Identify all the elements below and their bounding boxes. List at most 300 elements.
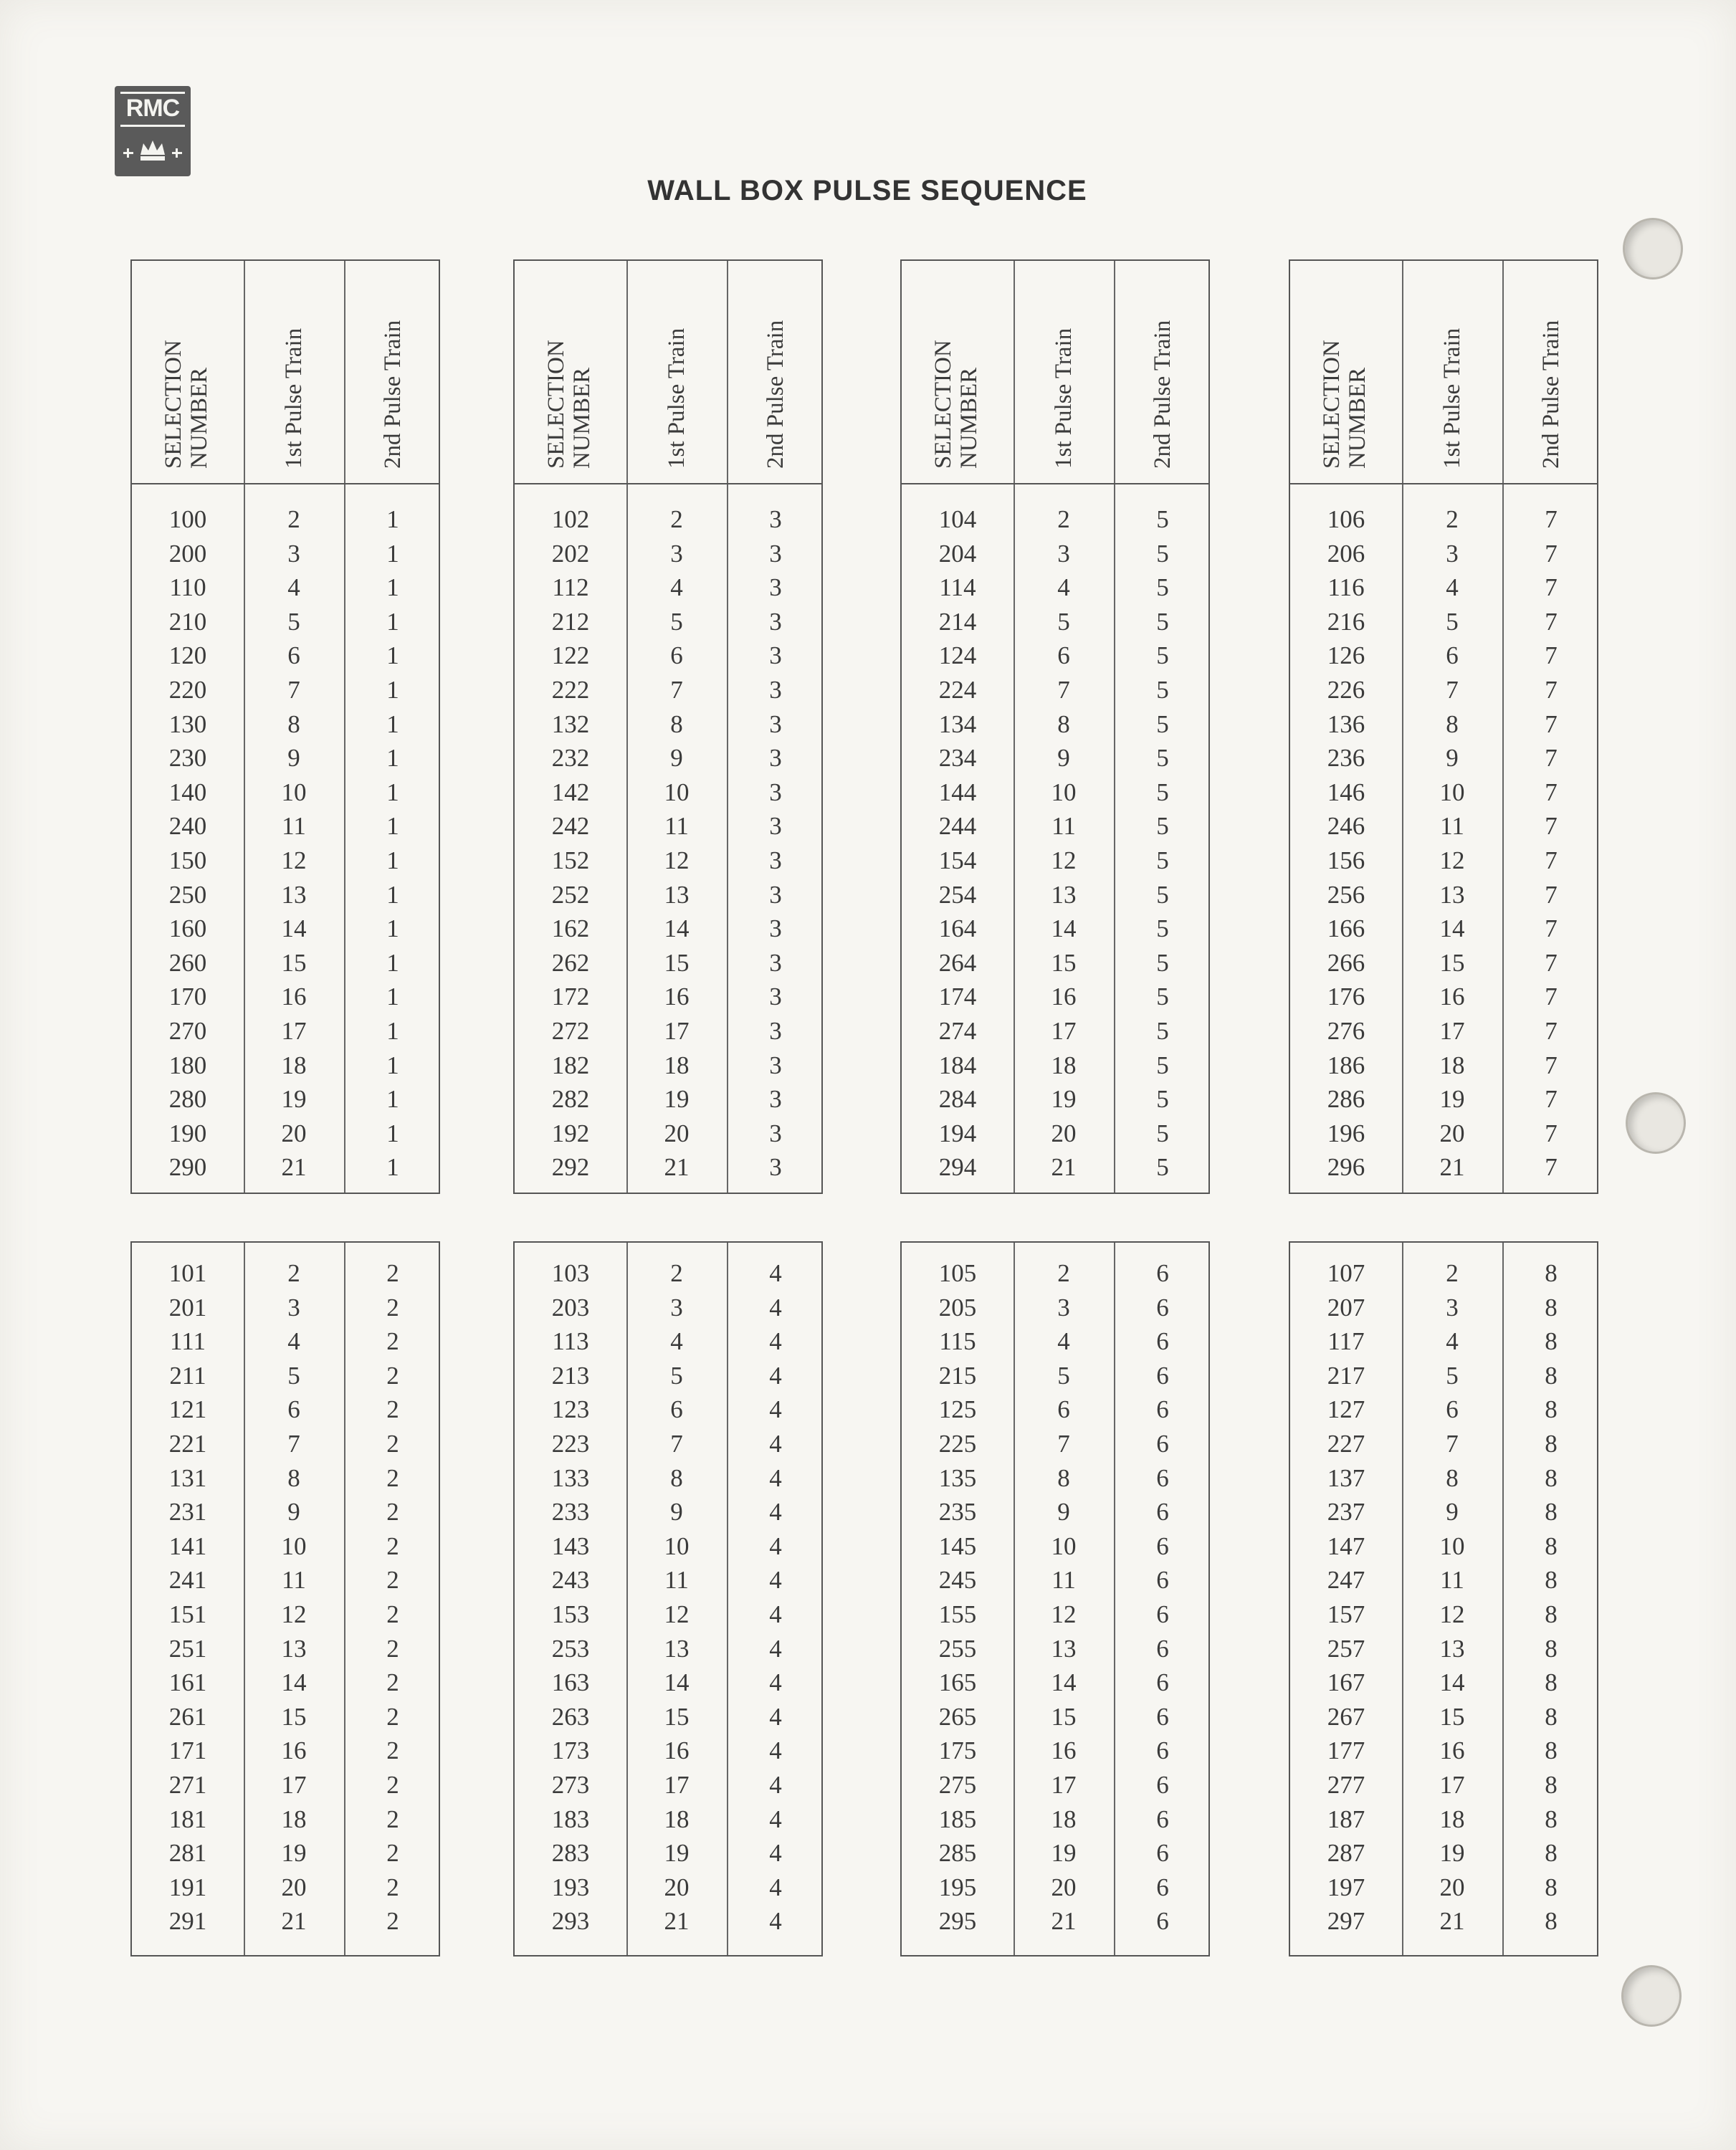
second-pulse-value: 6 — [1156, 1463, 1169, 1492]
second-pulse-value: 1 — [386, 948, 399, 977]
first-pulse-value: 20 — [1439, 1873, 1465, 1901]
second-pulse-value: 6 — [1156, 1634, 1169, 1663]
first-pulse-value: 11 — [1440, 812, 1464, 841]
first-pulse-value: 12 — [664, 1600, 690, 1628]
first-pulse-header: 1st Pulse Train — [1051, 328, 1077, 469]
second-pulse-value: 7 — [1545, 1085, 1558, 1114]
first-pulse-value: 18 — [1051, 1805, 1077, 1833]
second-pulse-value: 6 — [1156, 1600, 1169, 1628]
second-pulse-value: 8 — [1545, 1566, 1558, 1595]
selection-number: 114 — [939, 573, 976, 602]
first-pulse-value: 13 — [1439, 1634, 1465, 1663]
second-pulse-value: 2 — [386, 1293, 399, 1322]
second-pulse-value: 8 — [1545, 1668, 1558, 1697]
selection-number: 226 — [1327, 676, 1365, 704]
first-pulse-value: 13 — [664, 1634, 690, 1663]
first-pulse-value: 4 — [670, 573, 683, 602]
second-pulse-header: 2nd Pulse Train — [1538, 320, 1564, 469]
second-pulse-value: 8 — [1545, 1395, 1558, 1424]
logo-text: RMC — [125, 95, 180, 122]
first-pulse-value: 15 — [1051, 1702, 1077, 1731]
selection-number: 275 — [938, 1771, 977, 1799]
second-pulse-value: 3 — [769, 539, 782, 568]
selection-number: 143 — [551, 1532, 590, 1560]
first-pulse-value: 12 — [1439, 846, 1465, 874]
selection-number: 241 — [168, 1566, 207, 1595]
selection-number: 252 — [551, 880, 590, 909]
first-pulse-value: 19 — [664, 1085, 690, 1114]
pulse-table-top-2 — [513, 259, 823, 1194]
first-pulse-value: 17 — [281, 1771, 307, 1799]
selection-number: 133 — [551, 1463, 590, 1492]
first-pulse-value: 8 — [287, 1463, 300, 1492]
first-pulse-value: 15 — [281, 1702, 307, 1731]
first-pulse-value: 2 — [1446, 505, 1459, 533]
selection-number: 264 — [938, 948, 977, 977]
second-pulse-value: 2 — [386, 1907, 399, 1936]
first-pulse-value: 7 — [670, 676, 683, 704]
selection-number: 257 — [1327, 1634, 1365, 1663]
selection-number: 262 — [551, 948, 590, 977]
selection-number: 186 — [1327, 1051, 1365, 1079]
second-pulse-value: 4 — [769, 1873, 782, 1901]
first-pulse-value: 3 — [1446, 1293, 1459, 1322]
selection-number: 116 — [1327, 573, 1365, 602]
second-pulse-value: 6 — [1156, 1736, 1169, 1765]
second-pulse-value: 2 — [386, 1498, 399, 1526]
selection-number: 190 — [168, 1119, 207, 1147]
selection-number: 122 — [551, 641, 590, 670]
first-pulse-value: 19 — [1051, 1085, 1077, 1114]
first-pulse-value: 11 — [664, 812, 689, 841]
second-pulse-value: 6 — [1156, 1839, 1169, 1868]
second-pulse-value: 8 — [1545, 1293, 1558, 1322]
selection-number: 125 — [938, 1395, 977, 1424]
first-pulse-value: 6 — [287, 641, 300, 670]
first-pulse-value: 10 — [1051, 778, 1077, 806]
selection-number: 224 — [938, 676, 977, 704]
pulse-table-bottom-4 — [1289, 1241, 1598, 1956]
first-pulse-value: 9 — [1446, 744, 1459, 773]
selection-number: 153 — [551, 1600, 590, 1628]
selection-number: 235 — [938, 1498, 977, 1526]
first-pulse-value: 18 — [1439, 1051, 1465, 1079]
selection-number: 127 — [1327, 1395, 1365, 1424]
selection-number: 163 — [551, 1668, 590, 1697]
second-pulse-value: 8 — [1545, 1463, 1558, 1492]
second-pulse-value: 6 — [1156, 1395, 1169, 1424]
first-pulse-value: 7 — [287, 1430, 300, 1458]
second-pulse-value: 5 — [1156, 505, 1169, 533]
second-pulse-value: 5 — [1156, 573, 1169, 602]
selection-number: 201 — [168, 1293, 207, 1322]
first-pulse-value: 20 — [281, 1873, 307, 1901]
selection-number: 260 — [168, 948, 207, 977]
second-pulse-value: 5 — [1156, 846, 1169, 874]
first-pulse-value: 12 — [1051, 1600, 1077, 1628]
first-pulse-value: 3 — [1057, 539, 1070, 568]
header-divider — [1290, 483, 1597, 484]
second-pulse-value: 2 — [386, 1361, 399, 1390]
first-pulse-value: 6 — [670, 641, 683, 670]
selection-number: 292 — [551, 1153, 590, 1182]
selection-number: 160 — [168, 914, 207, 943]
first-pulse-value: 14 — [281, 914, 307, 943]
selection-number: 123 — [551, 1395, 590, 1424]
selection-number: 274 — [938, 1017, 977, 1045]
selection-number-header: SELECTION — [930, 340, 956, 469]
first-pulse-value: 16 — [1051, 1736, 1077, 1765]
first-pulse-value: 20 — [1439, 1119, 1465, 1147]
selection-number: 142 — [551, 778, 590, 806]
first-pulse-value: 4 — [1057, 573, 1070, 602]
selection-number: 207 — [1327, 1293, 1365, 1322]
first-pulse-value: 14 — [281, 1668, 307, 1697]
first-pulse-value: 12 — [1439, 1600, 1465, 1628]
selection-number: 130 — [168, 710, 207, 738]
selection-number: 105 — [938, 1259, 977, 1287]
first-pulse-value: 7 — [670, 1430, 683, 1458]
selection-number: 162 — [551, 914, 590, 943]
first-pulse-value: 11 — [1051, 812, 1076, 841]
first-pulse-value: 9 — [1057, 744, 1070, 773]
selection-number: 223 — [551, 1430, 590, 1458]
selection-number-header: SELECTION — [1319, 340, 1345, 469]
second-pulse-value: 3 — [769, 778, 782, 806]
first-pulse-value: 5 — [1446, 1361, 1459, 1390]
first-pulse-value: 9 — [1446, 1498, 1459, 1526]
second-pulse-value: 7 — [1545, 710, 1558, 738]
second-pulse-value: 4 — [769, 1805, 782, 1833]
first-pulse-value: 11 — [282, 812, 306, 841]
first-pulse-value: 12 — [664, 846, 690, 874]
selection-number: 291 — [168, 1907, 207, 1936]
selection-number: 270 — [168, 1017, 207, 1045]
selection-number: 277 — [1327, 1771, 1365, 1799]
selection-number: 140 — [168, 778, 207, 806]
selection-number: 180 — [168, 1051, 207, 1079]
first-pulse-value: 21 — [1439, 1907, 1465, 1936]
selection-number: 191 — [168, 1873, 207, 1901]
second-pulse-value: 6 — [1156, 1327, 1169, 1356]
first-pulse-value: 8 — [1057, 1463, 1070, 1492]
binder-hole-top — [1623, 218, 1683, 280]
second-pulse-value: 1 — [386, 880, 399, 909]
second-pulse-value: 7 — [1545, 880, 1558, 909]
first-pulse-value: 3 — [1057, 1293, 1070, 1322]
selection-number: 117 — [1327, 1327, 1365, 1356]
selection-number: 194 — [938, 1119, 977, 1147]
selection-number: 185 — [938, 1805, 977, 1833]
first-pulse-value: 16 — [1051, 983, 1077, 1011]
first-pulse-header: 1st Pulse Train — [664, 328, 690, 469]
selection-number: 282 — [551, 1085, 590, 1114]
first-pulse-value: 12 — [281, 1600, 307, 1628]
second-pulse-value: 4 — [769, 1600, 782, 1628]
second-pulse-value: 6 — [1156, 1361, 1169, 1390]
first-pulse-value: 9 — [287, 1498, 300, 1526]
selection-number: 174 — [938, 983, 977, 1011]
selection-number: 251 — [168, 1634, 207, 1663]
first-pulse-value: 20 — [1051, 1119, 1077, 1147]
selection-number: 266 — [1327, 948, 1365, 977]
selection-number: 195 — [938, 1873, 977, 1901]
second-pulse-value: 5 — [1156, 880, 1169, 909]
selection-number: 106 — [1327, 505, 1365, 533]
first-pulse-value: 12 — [1051, 846, 1077, 874]
first-pulse-value: 6 — [1057, 1395, 1070, 1424]
selection-number: 225 — [938, 1430, 977, 1458]
selection-number: 245 — [938, 1566, 977, 1595]
selection-number: 187 — [1327, 1805, 1365, 1833]
second-pulse-value: 3 — [769, 641, 782, 670]
second-pulse-value: 7 — [1545, 607, 1558, 636]
first-pulse-value: 10 — [664, 778, 690, 806]
selection-number: 165 — [938, 1668, 977, 1697]
second-pulse-value: 4 — [769, 1771, 782, 1799]
selection-number-header: SELECTION — [543, 340, 569, 469]
selection-number: 250 — [168, 880, 207, 909]
first-pulse-value: 8 — [670, 710, 683, 738]
selection-number: 182 — [551, 1051, 590, 1079]
second-pulse-value: 6 — [1156, 1430, 1169, 1458]
first-pulse-value: 20 — [664, 1873, 690, 1901]
selection-number: 294 — [938, 1153, 977, 1182]
second-pulse-value: 4 — [769, 1395, 782, 1424]
second-pulse-value: 7 — [1545, 1017, 1558, 1045]
first-pulse-value: 5 — [1057, 1361, 1070, 1390]
second-pulse-value: 5 — [1156, 812, 1169, 841]
first-pulse-value: 18 — [281, 1051, 307, 1079]
selection-number-header: NUMBER — [1345, 367, 1370, 469]
second-pulse-value: 7 — [1545, 505, 1558, 533]
second-pulse-value: 5 — [1156, 1153, 1169, 1182]
selection-number: 134 — [938, 710, 977, 738]
first-pulse-value: 4 — [287, 573, 300, 602]
second-pulse-value: 5 — [1156, 710, 1169, 738]
second-pulse-value: 1 — [386, 744, 399, 773]
first-pulse-value: 4 — [670, 1327, 683, 1356]
selection-number: 273 — [551, 1771, 590, 1799]
first-pulse-value: 21 — [281, 1907, 307, 1936]
pulse-table-bottom-1 — [130, 1241, 440, 1956]
first-pulse-value: 17 — [664, 1017, 690, 1045]
second-pulse-value: 4 — [769, 1566, 782, 1595]
selection-number: 261 — [168, 1702, 207, 1731]
second-pulse-value: 7 — [1545, 1051, 1558, 1079]
first-pulse-value: 12 — [281, 846, 307, 874]
second-pulse-value: 3 — [769, 1051, 782, 1079]
first-pulse-value: 10 — [664, 1532, 690, 1560]
header-divider — [902, 483, 1208, 484]
first-pulse-value: 2 — [1446, 1259, 1459, 1287]
selection-number: 212 — [551, 607, 590, 636]
second-pulse-value: 8 — [1545, 1736, 1558, 1765]
selection-number: 293 — [551, 1907, 590, 1936]
selection-number: 151 — [168, 1600, 207, 1628]
selection-number: 280 — [168, 1085, 207, 1114]
first-pulse-value: 17 — [1051, 1771, 1077, 1799]
first-pulse-value: 18 — [281, 1805, 307, 1833]
first-pulse-value: 19 — [281, 1085, 307, 1114]
pulse-table-top-1 — [130, 259, 440, 1194]
second-pulse-header: 2nd Pulse Train — [763, 320, 788, 469]
second-pulse-value: 8 — [1545, 1259, 1558, 1287]
selection-number: 167 — [1327, 1668, 1365, 1697]
first-pulse-value: 11 — [282, 1566, 306, 1595]
second-pulse-value: 5 — [1156, 607, 1169, 636]
second-pulse-value: 7 — [1545, 744, 1558, 773]
rmc-logo — [115, 86, 191, 176]
second-pulse-value: 1 — [386, 914, 399, 943]
selection-number: 132 — [551, 710, 590, 738]
second-pulse-header: 2nd Pulse Train — [380, 320, 406, 469]
first-pulse-value: 3 — [287, 539, 300, 568]
first-pulse-value: 2 — [1057, 1259, 1070, 1287]
first-pulse-value: 9 — [670, 1498, 683, 1526]
second-pulse-value: 2 — [386, 1395, 399, 1424]
first-pulse-value: 4 — [1446, 1327, 1459, 1356]
selection-number: 253 — [551, 1634, 590, 1663]
selection-number: 285 — [938, 1839, 977, 1868]
first-pulse-value: 5 — [670, 607, 683, 636]
first-pulse-value: 2 — [1057, 505, 1070, 533]
second-pulse-value: 4 — [769, 1498, 782, 1526]
first-pulse-value: 5 — [1057, 607, 1070, 636]
second-pulse-value: 2 — [386, 1702, 399, 1731]
second-pulse-value: 6 — [1156, 1873, 1169, 1901]
selection-number: 131 — [168, 1463, 207, 1492]
selection-number-header: NUMBER — [569, 367, 595, 469]
second-pulse-value: 5 — [1156, 744, 1169, 773]
header-divider — [515, 483, 821, 484]
first-pulse-value: 10 — [281, 1532, 307, 1560]
first-pulse-value: 16 — [664, 983, 690, 1011]
selection-number: 247 — [1327, 1566, 1365, 1595]
second-pulse-value: 3 — [769, 1153, 782, 1182]
selection-number: 276 — [1327, 1017, 1365, 1045]
second-pulse-value: 8 — [1545, 1702, 1558, 1731]
binder-hole-bottom — [1621, 1965, 1682, 2027]
selection-number: 284 — [938, 1085, 977, 1114]
first-pulse-value: 16 — [1439, 983, 1465, 1011]
second-pulse-value: 2 — [386, 1600, 399, 1628]
first-pulse-value: 16 — [664, 1736, 690, 1765]
first-pulse-value: 10 — [1439, 778, 1465, 806]
selection-number: 287 — [1327, 1839, 1365, 1868]
second-pulse-value: 8 — [1545, 1498, 1558, 1526]
selection-number: 137 — [1327, 1463, 1365, 1492]
selection-number: 244 — [938, 812, 977, 841]
second-pulse-value: 8 — [1545, 1430, 1558, 1458]
first-pulse-value: 13 — [664, 880, 690, 909]
selection-number: 240 — [168, 812, 207, 841]
second-pulse-value: 6 — [1156, 1805, 1169, 1833]
selection-number: 204 — [938, 539, 977, 568]
second-pulse-value: 5 — [1156, 539, 1169, 568]
second-pulse-value: 1 — [386, 1119, 399, 1147]
second-pulse-value: 8 — [1545, 1327, 1558, 1356]
selection-number: 286 — [1327, 1085, 1365, 1114]
first-pulse-value: 20 — [1051, 1873, 1077, 1901]
selection-number: 202 — [551, 539, 590, 568]
second-pulse-value: 2 — [386, 1430, 399, 1458]
selection-number: 236 — [1327, 744, 1365, 773]
second-pulse-value: 4 — [769, 1430, 782, 1458]
selection-number: 111 — [170, 1327, 206, 1356]
selection-number: 221 — [168, 1430, 207, 1458]
second-pulse-value: 2 — [386, 1771, 399, 1799]
selection-number: 283 — [551, 1839, 590, 1868]
second-pulse-value: 5 — [1156, 676, 1169, 704]
selection-number: 136 — [1327, 710, 1365, 738]
second-pulse-value: 7 — [1545, 1153, 1558, 1182]
selection-number: 222 — [551, 676, 590, 704]
first-pulse-value: 15 — [1439, 1702, 1465, 1731]
selection-number: 161 — [168, 1668, 207, 1697]
second-pulse-value: 7 — [1545, 914, 1558, 943]
second-pulse-value: 6 — [1156, 1668, 1169, 1697]
second-pulse-value: 2 — [386, 1873, 399, 1901]
second-pulse-value: 5 — [1156, 1051, 1169, 1079]
second-pulse-value: 6 — [1156, 1259, 1169, 1287]
first-pulse-value: 4 — [1446, 573, 1459, 602]
selection-number: 230 — [168, 744, 207, 773]
selection-number: 154 — [938, 846, 977, 874]
selection-number: 254 — [938, 880, 977, 909]
first-pulse-value: 14 — [1051, 914, 1077, 943]
second-pulse-value: 2 — [386, 1839, 399, 1868]
selection-number: 115 — [939, 1327, 976, 1356]
second-pulse-value: 2 — [386, 1736, 399, 1765]
second-pulse-value: 7 — [1545, 778, 1558, 806]
selection-number: 206 — [1327, 539, 1365, 568]
first-pulse-value: 7 — [1057, 1430, 1070, 1458]
selection-number: 157 — [1327, 1600, 1365, 1628]
second-pulse-value: 5 — [1156, 778, 1169, 806]
selection-number: 216 — [1327, 607, 1365, 636]
first-pulse-value: 9 — [670, 744, 683, 773]
second-pulse-value: 8 — [1545, 1805, 1558, 1833]
first-pulse-value: 3 — [1446, 539, 1459, 568]
selection-number: 263 — [551, 1702, 590, 1731]
second-pulse-value: 7 — [1545, 539, 1558, 568]
first-pulse-value: 5 — [287, 607, 300, 636]
selection-number: 156 — [1327, 846, 1365, 874]
first-pulse-value: 11 — [664, 1566, 689, 1595]
first-pulse-value: 21 — [1051, 1153, 1077, 1182]
second-pulse-value: 6 — [1156, 1293, 1169, 1322]
second-pulse-value: 2 — [386, 1805, 399, 1833]
second-pulse-value: 8 — [1545, 1361, 1558, 1390]
selection-number: 297 — [1327, 1907, 1365, 1936]
first-pulse-value: 18 — [664, 1805, 690, 1833]
second-pulse-value: 6 — [1156, 1702, 1169, 1731]
selection-number: 290 — [168, 1153, 207, 1182]
selection-number: 265 — [938, 1702, 977, 1731]
second-pulse-value: 3 — [769, 846, 782, 874]
selection-number: 181 — [168, 1805, 207, 1833]
selection-number: 296 — [1327, 1153, 1365, 1182]
first-pulse-value: 14 — [664, 914, 690, 943]
selection-number: 164 — [938, 914, 977, 943]
second-pulse-value: 8 — [1545, 1771, 1558, 1799]
selection-number: 200 — [168, 539, 207, 568]
selection-number: 237 — [1327, 1498, 1365, 1526]
selection-number: 152 — [551, 846, 590, 874]
selection-number: 220 — [168, 676, 207, 704]
second-pulse-value: 7 — [1545, 1119, 1558, 1147]
